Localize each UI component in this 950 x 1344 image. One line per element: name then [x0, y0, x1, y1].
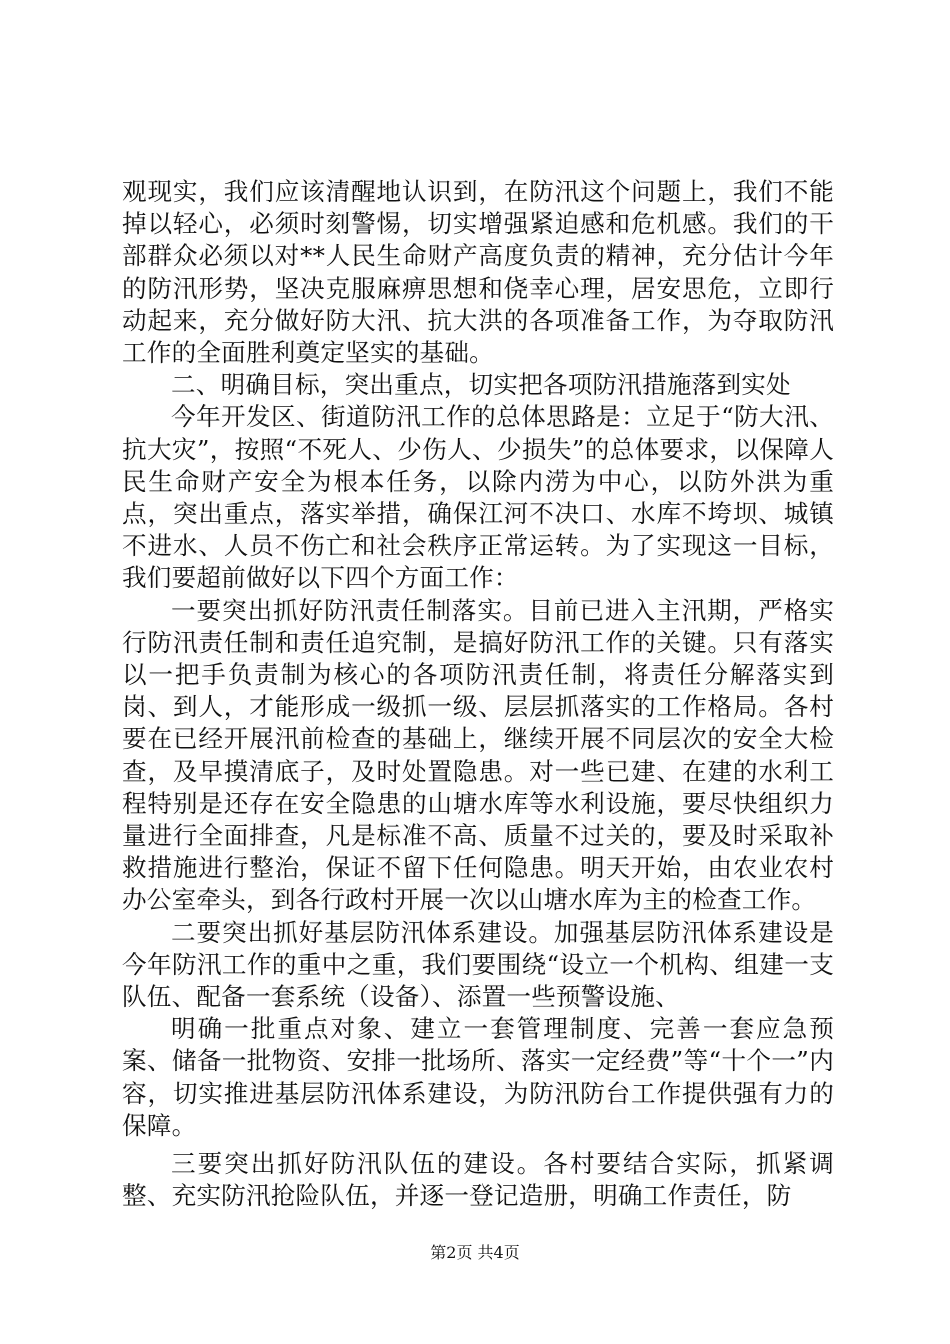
section-heading-2: 二、明确目标，突出重点，切实把各项防汛措施落到实处: [171, 370, 791, 400]
paragraph-7: 三要突出抓好防汛队伍的建设。各村要结合实际，抓紧调整、充实防汛抢险队伍，并逐一登记造册，明确工作责任，防: [122, 1149, 834, 1211]
paragraph-4: 一要突出抓好防汛责任制落实。目前已进入主汛期，严格实行防汛责任制和责任追究制，是搞好防汛工作的关键。只有落实以一把手负责制为核心的各项防汛责任制，将责任分解落实到岗、到人，才能形成一级抓一级、层层抓落实的工作格局。各村要在已经开展汛前检查的基础上，继续开展不同层次的安全大检查，及早摸清底子，及时处置隐患。对一些已建、在建的水利工程特别是还存在安全隐患的山塘水库等水利设施，要尽快组织力量进行全面排查，凡是标准不高、质量不过关的，要及时采取补救措施进行整治，保证不留下任何隐患。明天开始，由农业农村办公室牵头，到各行政村开展一次以山塘水库为主的检查工作。: [122, 595, 834, 915]
paragraph-3: 今年开发区、街道防汛工作的总体思路是：立足于“防大汛、抗大灾”，按照“不死人、少伤人、少损失”的总体要求，以保障人民生命财产安全为根本任务，以除内涝为中心，以防外洪为重点，突出重点，落实举措，确保江河不决口、水库不垮坝、城镇不进水、人员不伤亡和社会秩序正常运转。为了实现这一目标，我们要超前做好以下四个方面工作：: [122, 402, 834, 593]
paragraph-6: 明确一批重点对象、建立一套管理制度、完善一套应急预案、储备一批物资、安排一批场所、落实一定经费”等“十个一”内容，切实推进基层防汛体系建设，为防汛防台工作提供强有力的保障。: [122, 1014, 834, 1140]
page-number-footer: 第2页 共4页: [430, 1243, 520, 1262]
document-body: [122, 176, 834, 1213]
paragraph-1: 观现实，我们应该清醒地认识到，在防汛这个问题上，我们不能掉以轻心，必须时刻警惕，切实增强紧迫感和危机感。我们的干部群众必须以对**人民生命财产高度负责的精神，充分估计今年的防汛形势，坚决克服麻痹思想和侥幸心理，居安思危，立即行动起来，充分做好防大汛、抗大洪的各项准备工作，为夺取防汛工作的全面胜利奠定坚实的基础。: [122, 177, 834, 368]
paragraph-5: 二要突出抓好基层防汛体系建设。加强基层防汛体系建设是今年防汛工作的重中之重，我们要围绕“设立一个机构、组建一支队伍、配备一套系统（设备）、添置一些预警设施、: [122, 917, 834, 1012]
